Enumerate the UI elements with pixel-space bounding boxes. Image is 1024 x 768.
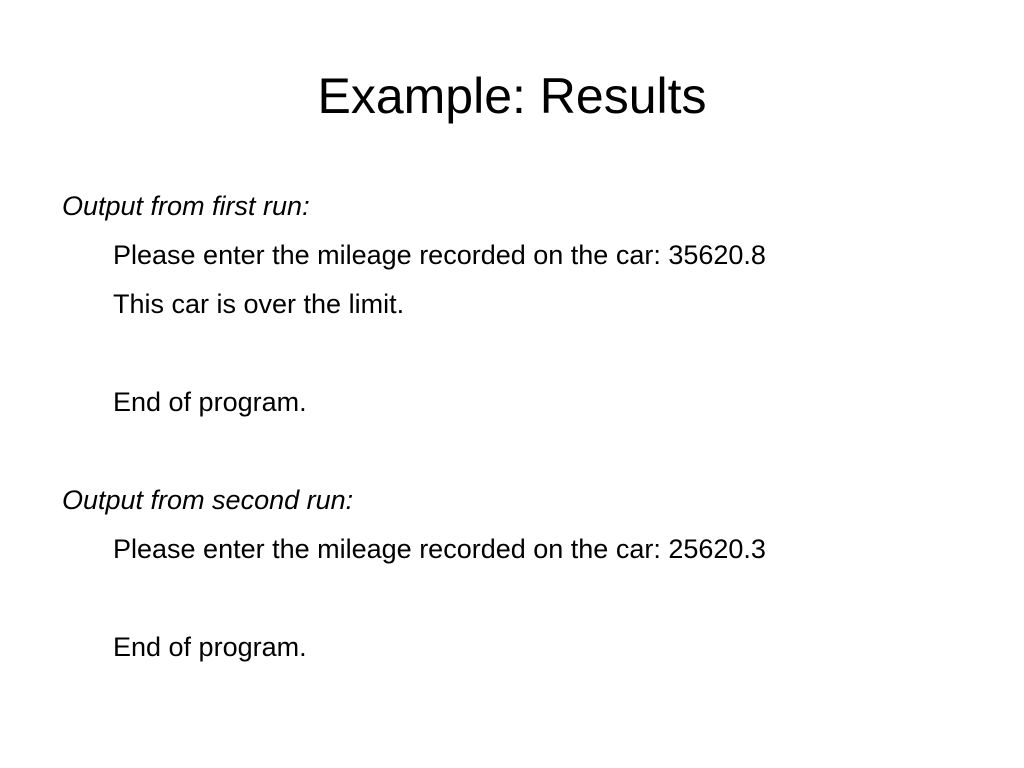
slide-title: Example: Results bbox=[317, 68, 707, 124]
output-line-end-second: End of program. bbox=[113, 632, 307, 662]
output-line-prompt-second: Please enter the mileage recorded on the car: 25620.3 bbox=[113, 534, 766, 564]
output-line-over-limit: This car is over the limit. bbox=[113, 289, 405, 319]
output-line-prompt-first: Please enter the mileage recorded on the car: 35620.8 bbox=[113, 240, 766, 270]
output-line-end-first: End of program. bbox=[113, 387, 307, 417]
section-heading-second-run: Output from second run: bbox=[62, 485, 354, 515]
section-heading-first-run: Output from first run: bbox=[62, 191, 310, 221]
